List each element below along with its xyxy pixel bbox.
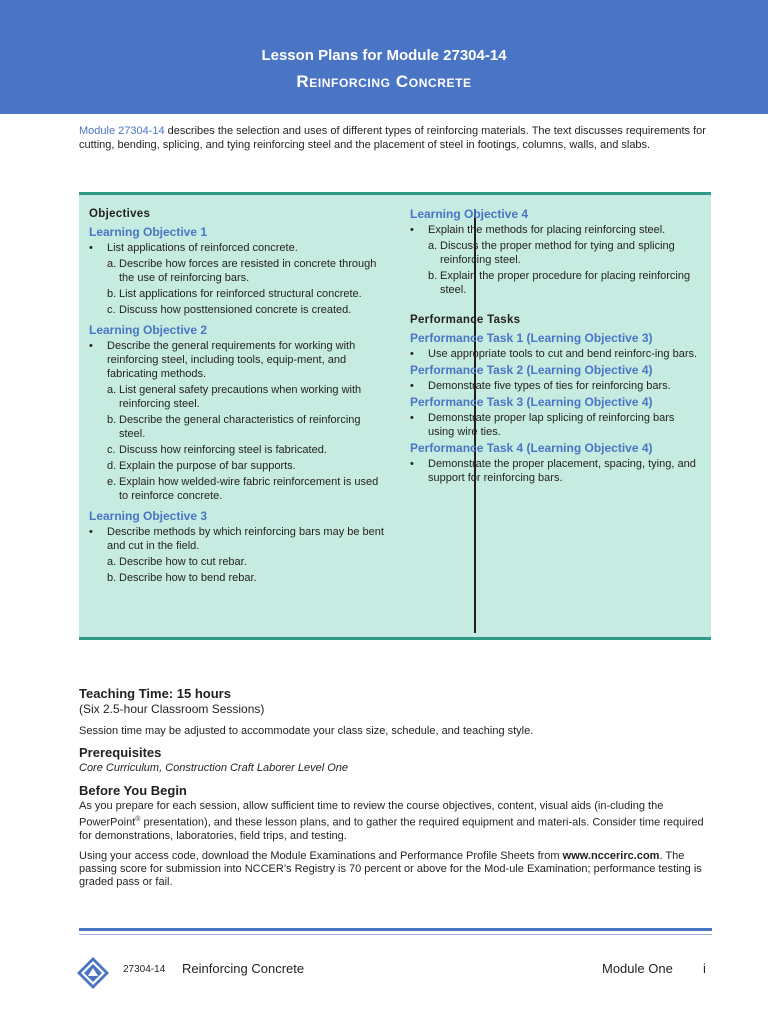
teaching-time-heading: Teaching Time: 15 hours	[79, 686, 231, 701]
nccer-logo-icon	[76, 956, 110, 990]
header-subtitle: Lesson Plans for Module 27304-14	[261, 47, 507, 64]
prerequisites-text: Core Curriculum, Construction Craft Laborer Level One	[79, 762, 349, 774]
before-paragraph-2: Using your access code, download the Module Examinations and Performance Profile Sheets from www.nccerirc.com. The passing score for submission into NCCER’s Registry is 70 percent or above for the Mod-ule Examination; performance testing is graded pass or fail.	[79, 849, 702, 888]
before-paragraph-1: As you prepare for each session, allow sufficient time to review the course objectives, content, visual aids (in-cluding the PowerPoint® presentation), and these lesson plans, and to gather the required equipment and materi-als. Consider time required for demonstrations, laboratories, field trips, and testing.	[79, 800, 704, 842]
objectives-box	[79, 192, 711, 640]
task3-bullet: • Demonstrate proper lap splicing of reinforcing bars using wire ties.	[410, 412, 675, 438]
task4-title: Performance Task 4 (Learning Objective 4)	[410, 441, 653, 455]
objectives-heading: Objectives	[89, 208, 151, 220]
footer-module: Module One	[602, 961, 673, 976]
footer-rule	[79, 928, 712, 931]
lo2-sub-a: a. List general safety precautions when working with reinforcing steel.	[107, 384, 362, 410]
website-link[interactable]: www.nccerirc.com	[562, 849, 660, 862]
teaching-sessions: (Six 2.5-hour Classroom Sessions)	[79, 702, 265, 716]
lo2-title: Learning Objective 2	[89, 323, 208, 337]
intro-text: describes the selection and uses of different types of reinforcing materials. The text discusses requirements for cutting, bending, splicing, and tying reinforcing steel and the placement of steel in footings, columns, walls, and slabs.	[79, 125, 706, 151]
lo2-sub-c: c. Discuss how reinforcing steel is fabricated.	[107, 444, 327, 456]
page-number: i	[703, 961, 706, 976]
tasks-column	[410, 207, 700, 487]
lo4-sub-b: b. Explain the proper procedure for placing reinforcing steel.	[428, 270, 691, 296]
task1-title: Performance Task 1 (Learning Objective 3)	[410, 331, 653, 345]
registered-mark: ®	[135, 816, 141, 823]
lo1-title: Learning Objective 1	[89, 225, 208, 239]
prerequisites-heading: Prerequisites	[79, 745, 162, 760]
lo1-bullet: • List applications of reinforced concrete.	[89, 242, 298, 254]
module-reference: Module 27304-14	[79, 125, 165, 137]
objectives-column	[89, 207, 389, 587]
footer-code: 27304-14	[123, 964, 166, 975]
header-title: Reinforcing Concrete	[296, 72, 472, 91]
lo4-title: Learning Objective 4	[410, 207, 529, 221]
footer-title: Reinforcing Concrete	[182, 961, 305, 976]
lo2-bullet: • Describe the general requirements for working with reinforcing steel, including tools, equip-ment, and fabricating methods.	[89, 340, 356, 380]
lo3-title: Learning Objective 3	[89, 509, 208, 523]
lesson-details	[79, 686, 712, 889]
task2-title: Performance Task 2 (Learning Objective 4)	[410, 363, 653, 377]
performance-heading: Performance Tasks	[410, 314, 521, 326]
lo2-sub-b: b. Describe the general characteristics of reinforcing steel.	[107, 414, 361, 440]
page-header	[0, 0, 768, 114]
lo1-sub-a: a. Describe how forces are resisted in concrete through the use of reinforcing bars.	[107, 258, 377, 284]
lo3-bullet: • Describe methods by which reinforcing bars may be bent and cut in the field.	[89, 526, 384, 552]
lo4-bullet: • Explain the methods for placing reinforcing steel.	[410, 224, 666, 236]
lo1-sub-c: c. Discuss how posttensioned concrete is created.	[107, 304, 352, 316]
lo1-sub-b: b. List applications for reinforced structural concrete.	[107, 288, 362, 300]
lo3-sub-a: a. Describe how to cut rebar.	[107, 556, 247, 568]
intro-paragraph	[79, 125, 712, 152]
lo3-sub-b: b. Describe how to bend rebar.	[107, 572, 257, 584]
lo2-sub-d: d. Explain the purpose of bar supports.	[107, 460, 296, 472]
task1-bullet: • Use appropriate tools to cut and bend reinforc-ing bars.	[410, 348, 698, 360]
task4-bullet: • Demonstrate the proper placement, spacing, tying, and support for reinforcing bars.	[410, 458, 696, 484]
lo2-sub-e: e. Explain how welded-wire fabric reinforcement is used to reinforce concrete.	[107, 476, 379, 502]
footer-rule-thin	[79, 934, 712, 935]
teaching-note: Session time may be adjusted to accommodate your class size, schedule, and teaching style.	[79, 725, 534, 737]
lo4-sub-a: a. Discuss the proper method for tying and splicing reinforcing steel.	[428, 240, 675, 266]
task3-title: Performance Task 3 (Learning Objective 4)	[410, 395, 653, 409]
before-you-begin-heading: Before You Begin	[79, 783, 187, 798]
task2-bullet: • Demonstrate five types of ties for reinforcing bars.	[410, 380, 671, 392]
